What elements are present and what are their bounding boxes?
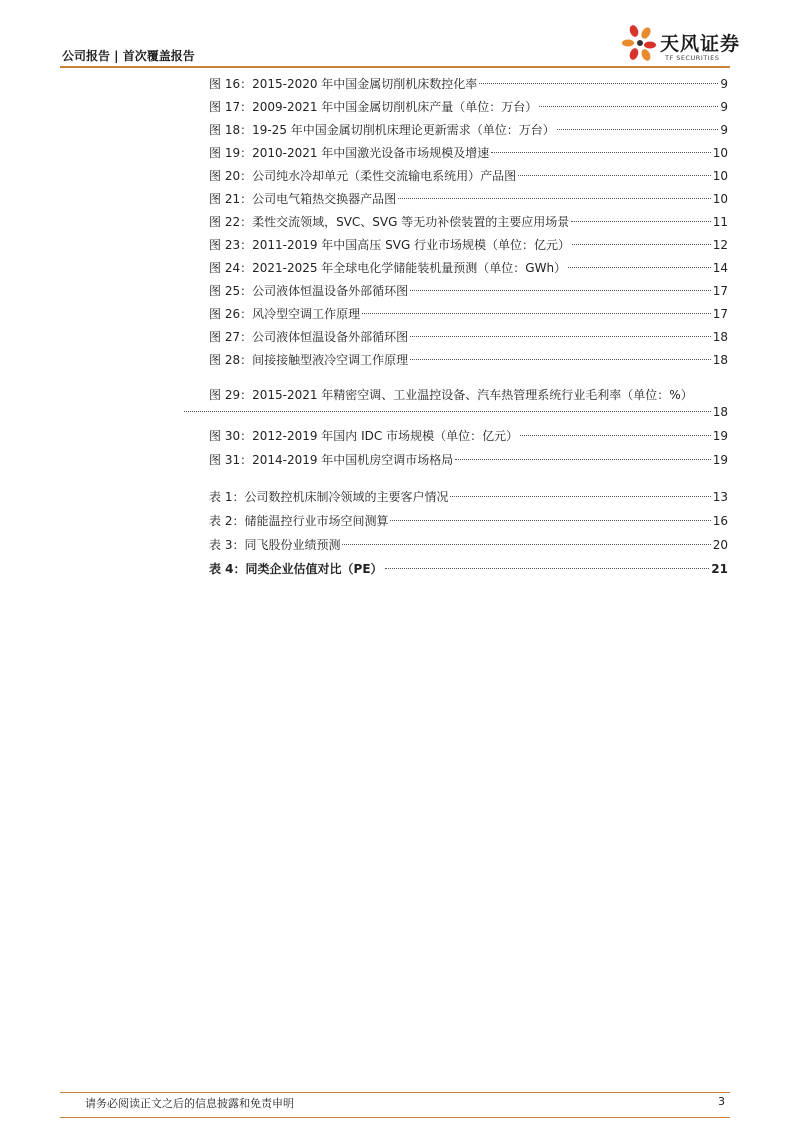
toc-entry-page: 19 (712, 429, 728, 443)
toc-entry[interactable] (209, 560, 728, 578)
logo-text-cn: 天风证券 (660, 33, 741, 55)
dot-leader (520, 435, 711, 436)
dot-leader (518, 175, 711, 176)
toc-entry-label: 图 22：柔性交流领域，SVC、SVG 等无功补偿装置的主要应用场景 (209, 215, 570, 229)
toc-entry-page: 9 (720, 77, 728, 91)
toc-entry-label: 表 2：储能温控行业市场空间测算 (209, 514, 389, 528)
toc-entry[interactable] (209, 167, 728, 185)
toc-entry-page: 16 (712, 514, 728, 528)
footer-divider (60, 1092, 730, 1093)
toc-entry-label: 图 31：2014-2019 年中国机房空调市场格局 (209, 453, 454, 467)
toc-entry[interactable] (209, 213, 728, 231)
toc-entry-page: 10 (712, 169, 728, 183)
dot-leader (491, 152, 710, 153)
toc-entry-label: 图 28：间接接触型液冷空调工作原理 (209, 353, 409, 367)
toc-entry-page: 9 (720, 123, 728, 137)
toc-entry-page: 18 (712, 330, 728, 344)
toc-entry[interactable] (209, 512, 728, 530)
toc-entry-page: 17 (712, 284, 728, 298)
toc-entry-label: 图 16：2015-2020 年中国金属切削机床数控化率 (209, 77, 478, 91)
toc-entry-label: 图 29：2015-2021 年精密空调、工业温控设备、汽车热管理系统行业毛利率（单位：%） (209, 388, 693, 402)
toc-entry-page: 19 (712, 453, 728, 467)
flower-logo-icon (622, 23, 658, 63)
toc-entry[interactable] (209, 328, 728, 346)
toc-entry[interactable] (209, 282, 728, 300)
toc-entry-page: 11 (712, 215, 728, 229)
dot-leader (362, 313, 711, 314)
toc-entry-label: 图 23：2011-2019 年中国高压 SVG 行业市场规模（单位：亿元） (209, 238, 571, 252)
toc-entry-label: 图 24：2021-2025 年全球电化学储能装机量预测（单位：GWh） (209, 261, 567, 275)
dot-leader (539, 106, 718, 107)
toc-entry-page: 12 (712, 238, 728, 252)
logo-text-en: TF SECURITIES (665, 54, 720, 62)
dot-leader (455, 459, 710, 460)
toc-entry[interactable] (209, 451, 728, 469)
report-type-header: 公司报告 | 首次覆盖报告 (62, 49, 195, 63)
dot-leader (450, 496, 710, 497)
toc-entry-page: 21 (711, 562, 728, 576)
toc-entry[interactable] (209, 427, 728, 445)
toc-entry-page: 20 (712, 538, 728, 552)
toc-entry-label: 表 1：公司数控机床制冷领域的主要客户情况 (209, 490, 449, 504)
dot-leader (342, 544, 710, 545)
dot-leader (390, 520, 710, 521)
toc-entry-label: 图 19：2010-2021 年中国激光设备市场规模及增速 (209, 146, 490, 160)
page-number: 3 (718, 1095, 725, 1108)
toc-entry-page: 10 (712, 146, 728, 160)
toc-entry[interactable] (209, 98, 728, 116)
dot-leader (568, 267, 711, 268)
toc-entry-page: 18 (712, 353, 728, 367)
toc-entry-label: 图 27：公司液体恒温设备外部循环图 (209, 330, 409, 344)
toc-entry[interactable] (209, 236, 728, 254)
toc-entry[interactable] (209, 536, 728, 554)
footer-disclaimer: 请务必阅读正文之后的信息披露和免责申明 (85, 1097, 294, 1110)
toc-entry-page: 9 (720, 100, 728, 114)
company-logo (622, 23, 741, 67)
toc-entry[interactable] (209, 190, 728, 208)
toc-entry-page: 17 (712, 307, 728, 321)
dot-leader (385, 568, 710, 569)
toc-entry-page: 14 (712, 261, 728, 275)
toc-entry[interactable] (209, 259, 728, 277)
dot-leader (398, 198, 711, 199)
toc-entry-label: 表 4：同类企业估值对比（PE） (209, 562, 383, 576)
header-divider (60, 66, 730, 68)
dot-leader (572, 244, 711, 245)
toc-entry-label: 图 20：公司纯水冷却单元（柔性交流输电系统用）产品图 (209, 169, 517, 183)
dot-leader (571, 221, 710, 222)
toc-entry[interactable] (209, 144, 728, 162)
toc-entry[interactable] (209, 305, 728, 323)
dot-leader (557, 129, 719, 130)
toc-entry[interactable] (209, 75, 728, 93)
toc-entry[interactable] (209, 351, 728, 369)
toc-entry-label: 图 21：公司电气箱热交换器产品图 (209, 192, 397, 206)
toc-entry[interactable] (209, 121, 728, 139)
toc-entry-label: 图 18：19-25 年中国金属切削机床理论更新需求（单位：万台） (209, 123, 555, 137)
dot-leader (410, 359, 711, 360)
dot-leader (410, 290, 711, 291)
toc-entry-page: 10 (712, 192, 728, 206)
dot-leader (184, 411, 711, 412)
toc-entry-label: 图 26：风冷型空调工作原理 (209, 307, 361, 321)
toc-entry-page: 13 (712, 490, 728, 504)
footer-bottom-rule (60, 1117, 730, 1118)
toc-entry-label: 表 3：同飞股份业绩预测 (209, 538, 341, 552)
toc-entry-label: 图 30：2012-2019 年国内 IDC 市场规模（单位：亿元） (209, 429, 519, 443)
dot-leader (479, 83, 718, 84)
toc-entry-label: 图 25：公司液体恒温设备外部循环图 (209, 284, 409, 298)
toc-entry-label: 图 17：2009-2021 年中国金属切削机床产量（单位：万台） (209, 100, 538, 114)
dot-leader (410, 336, 711, 337)
toc-entry[interactable] (209, 488, 728, 506)
toc-entry-page: 18 (712, 405, 728, 419)
